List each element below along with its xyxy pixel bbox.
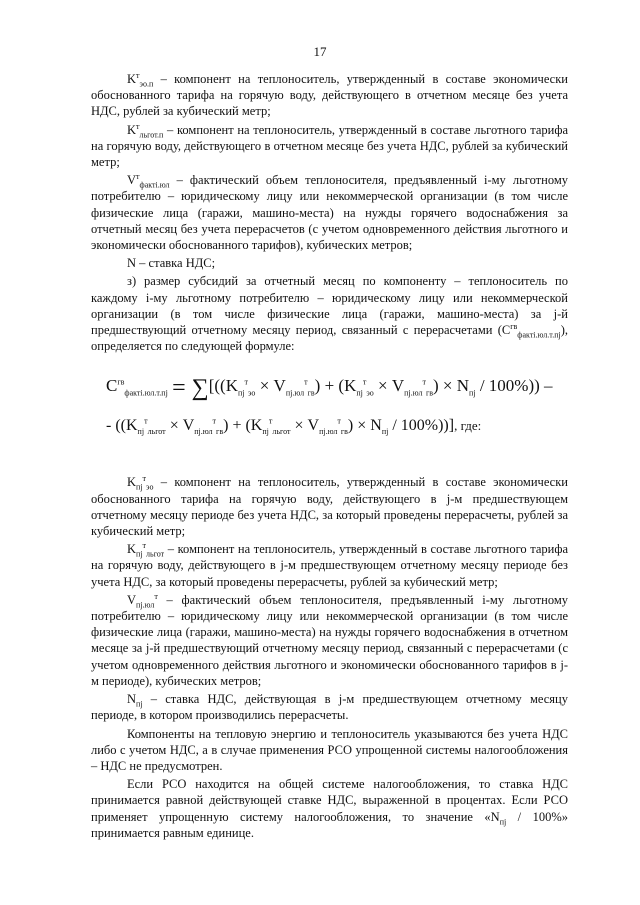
formula-line-2: - $((K_{пj}^т_{льгот} \times V_{пj.юл}^т_{гв}) + (K_{пj}^т_{льгот} \times V_{пj.юл}^т_{гв}) \times N_{пj} / 100\%)$)], где:: [106, 417, 482, 437]
definition-k-eo-p: $K^т_{эо.п}$ – компонент на теплоноситель, утвержденный в составе экономически обоснованного тарифа на горячую воду, действующего в отчетном месяце без учета НДС, рублей за кубический метр;: [91, 70, 568, 119]
definition-k-pj-eo: $K_{пj}^т_{эо}$ – компонент на теплоноситель, утвержденный в составе экономически обоснованного тарифа на горячую воду, действующего в j-м предшествующем отчетному месяцу периоде без учета НДС, за который проведены перерасчеты, рублей за кубический метр;: [91, 474, 568, 539]
formula-line-1: $C^{гв}_{факті.юл.т.пj} = \sum[((K_{пj}^т_{эо} \times V_{пj.юл}^т_{гв}) + (K_{пj}^т_{эо} \times V_{пj.юл}^т_{гв}) \times N_{пj} / 100\%))$ –: [106, 375, 553, 402]
definition-n: N – ставка НДС;: [127, 256, 216, 271]
paragraph-components: Компоненты на тепловую энергию и теплоноситель указываются без учета НДС либо с учетом НДС, а в случае применения РСО упрощенной системы налогообложения – НДС не предусмотрен.: [91, 726, 568, 773]
definition-k-lgot-p: $K^т_{льгот.п}$ – компонент на теплоноситель, утвержденный в составе льготного тарифа на горячую воду, действующего в отчетном месяце без учета НДС, рублей за кубический метр;: [91, 121, 568, 170]
item-z-paragraph: з) размер субсидий за отчетный месяц по компоненту – теплоноситель по каждому i-му льготному потребителю – юридическому лицу или некоммерческой организации (в том числе физические лица (гаражи, машино-места) за j-й предшествующий отчетному месяцу период, связанный с перерасчетами $(С^{гв}_{факті.юл.т.пj})$, определяется по следующей формуле:: [91, 274, 568, 354]
page-number: 17: [313, 44, 327, 59]
document-body: [91, 71, 568, 841]
subsidy-formula: [91, 360, 568, 466]
paragraph-rso-tax: Если РСО находится на общей системе налогообложения, то ставка НДС принимается равной действующей ставке НДС, выраженной в процентах. Если РСО применяет упрощенную систему налогообложения, то значение «$N_{пj} / 100\%$» принимается равным единице.: [91, 777, 569, 840]
definition-v-pj-yul: $V_{пj.юл}^т$ – фактический объем теплоносителя, предъявленный i-му льготному потребителю – юридическому лицу или некоммерческой организации (в том числе физические лица (гаражи, машино-места) на нужды горячего водоснабжения в отчетном месяце за j-й предшествующий отчетному месяцу период, связанный с перерасчетами (с учетом одновременного действия льготного и экономически обоснованного тарифов в j-м периоде), кубических метров;: [91, 591, 568, 688]
definition-k-pj-lgot: $K_{пj}^т_{льгот}$ – компонент на теплоноситель, утвержденный в составе льготного тарифа на горячую воду, действующего в j-м предшествующем отчетному месяцу периоде без учета НДС, за который проведены перерасчеты, рублей за кубический метр;: [91, 541, 568, 589]
definition-v-fakt: $V^т_{факті.юл}$ – фактический объем теплоносителя, предъявленный i-му льготному потребителю – юридическому лицу или некоммерческой организации (в том числе физические лица (гаражи, машино-места) на нужды горячего водоснабжения за отчетный месяц без учета перерасчетов (с учетом одновременного действия льготного и экономически обоснованного тарифов), кубических метров;: [91, 172, 568, 253]
definition-n-pj: $N_{пj}$ – ставка НДС, действующая в j-м предшествующем отчетному месяцу периоде, в котором производились перерасчеты.: [91, 692, 568, 723]
